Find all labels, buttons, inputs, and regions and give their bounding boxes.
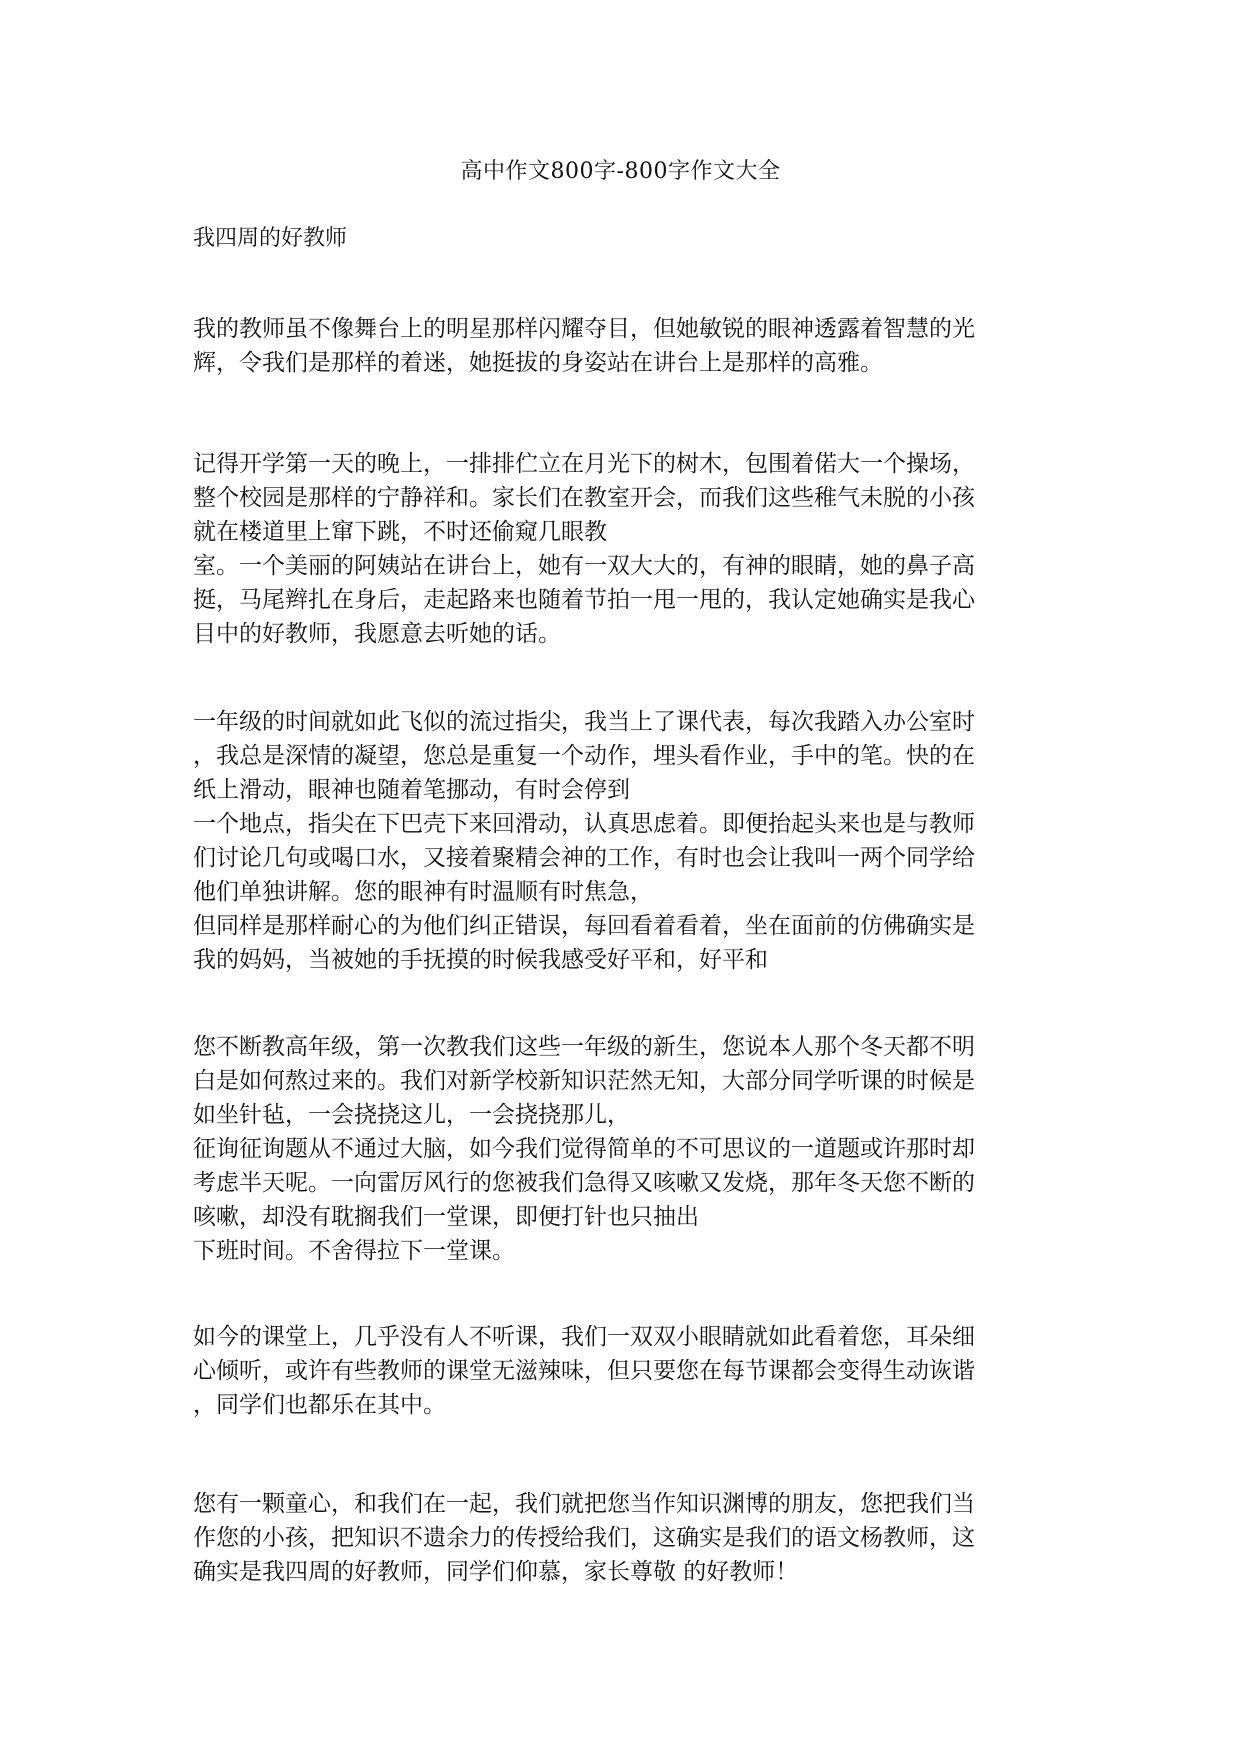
paragraph bbox=[193, 312, 1053, 380]
paragraph bbox=[193, 1487, 1053, 1589]
text-line: 一年级的时间就如此飞似的流过指尖，我当上了课代表，每次我踏入办公室时 bbox=[193, 709, 975, 735]
paragraph bbox=[193, 447, 1053, 651]
text-line: 考虑半天呢。一向雷厉风行的您被我们急得又咳嗽又发烧，那年冬天您不断的 bbox=[193, 1170, 975, 1196]
document-title: 高中作文800字-800字作文大全 bbox=[460, 159, 781, 184]
text-line: 如今的课堂上，几乎没有人不听课，我们一双双小眼睛就如此看着您，耳朵细 bbox=[193, 1324, 975, 1350]
text-line: 下班时间。不舍得拉下一堂课。 bbox=[193, 1238, 515, 1264]
text-line: 但同样是那样耐心的为他们纠正错误，每回看着看着，坐在面前的仿佛确实是 bbox=[193, 913, 975, 939]
paragraph bbox=[193, 705, 1053, 977]
text-line: 征询征询题从不通过大脑，如今我们觉得简单的不可思议的一道题或许那时却 bbox=[193, 1136, 975, 1162]
essay-title: 我四周的好教师 bbox=[193, 226, 348, 251]
text-line: ，同学们也都乐在其中。 bbox=[193, 1392, 446, 1418]
text-line: 他们单独讲解。您的眼神有时温顺有时焦急， bbox=[193, 879, 653, 905]
text-line: ，我总是深情的凝望，您总是重复一个动作，埋头看作业，手中的笔。快的在 bbox=[193, 743, 975, 769]
text-line: 们讨论几句或喝口水，又接着聚精会神的工作，有时也会让我叫一两个同学给 bbox=[193, 845, 975, 871]
text-line: 就在楼道里上窜下跳，不时还偷窥几眼教 bbox=[193, 519, 607, 545]
text-line: 一个地点，指尖在下巴壳下来回滑动，认真思虑着。即便抬起头来也是与教师 bbox=[193, 811, 975, 837]
text-line: 挺，马尾辫扎在身后，走起路来也随着节拍一甩一甩的，我认定她确实是我心 bbox=[193, 587, 975, 613]
text-line: 咳嗽，却没有耽搁我们一堂课，即便打针也只抽出 bbox=[193, 1204, 699, 1230]
text-line: 白是如何熬过来的。我们对新学校新知识茫然无知，大部分同学听课的时候是 bbox=[193, 1068, 975, 1094]
paragraph bbox=[193, 1320, 1053, 1422]
text-line: 如坐针毡，一会挠挠这儿，一会挠挠那儿， bbox=[193, 1102, 630, 1128]
text-line: 作您的小孩，把知识不遗余力的传授给我们，这确实是我们的语文杨教师，这 bbox=[193, 1525, 975, 1551]
text-line: 确实是我四周的好教师，同学们仰慕，家长尊敬 的好教师！ bbox=[193, 1559, 799, 1585]
text-line: 我的妈妈，当被她的手抚摸的时候我感受好平和，好平和 bbox=[193, 947, 768, 973]
text-line: 室。一个美丽的阿姨站在讲台上，她有一双大大的，有神的眼睛，她的鼻子高 bbox=[193, 553, 975, 579]
text-line: 您有一颗童心，和我们在一起，我们就把您当作知识渊博的朋友，您把我们当 bbox=[193, 1491, 975, 1517]
text-line: 辉，令我们是那样的着迷，她挺拔的身姿站在讲台上是那样的高雅。 bbox=[193, 350, 883, 376]
text-line: 纸上滑动，眼神也随着笔挪动，有时会停到 bbox=[193, 777, 630, 803]
text-line: 您不断教高年级，第一次教我们这些一年级的新生，您说本人那个冬天都不明 bbox=[193, 1034, 975, 1060]
text-line: 整个校园是那样的宁静祥和。家长们在教室开会，而我们这些稚气未脱的小孩 bbox=[193, 485, 975, 511]
text-line: 我的教师虽不像舞台上的明星那样闪耀夺目，但她敏锐的眼神透露着智慧的光 bbox=[193, 316, 975, 342]
text-line: 心倾听，或许有些教师的课堂无滋辣味，但只要您在每节课都会变得生动诙谐 bbox=[193, 1358, 975, 1384]
text-line: 记得开学第一天的晚上，一排排伫立在月光下的树木，包围着偌大一个操场， bbox=[193, 451, 975, 477]
text-line: 目中的好教师，我愿意去听她的话。 bbox=[193, 621, 561, 647]
paragraph bbox=[193, 1030, 1053, 1268]
